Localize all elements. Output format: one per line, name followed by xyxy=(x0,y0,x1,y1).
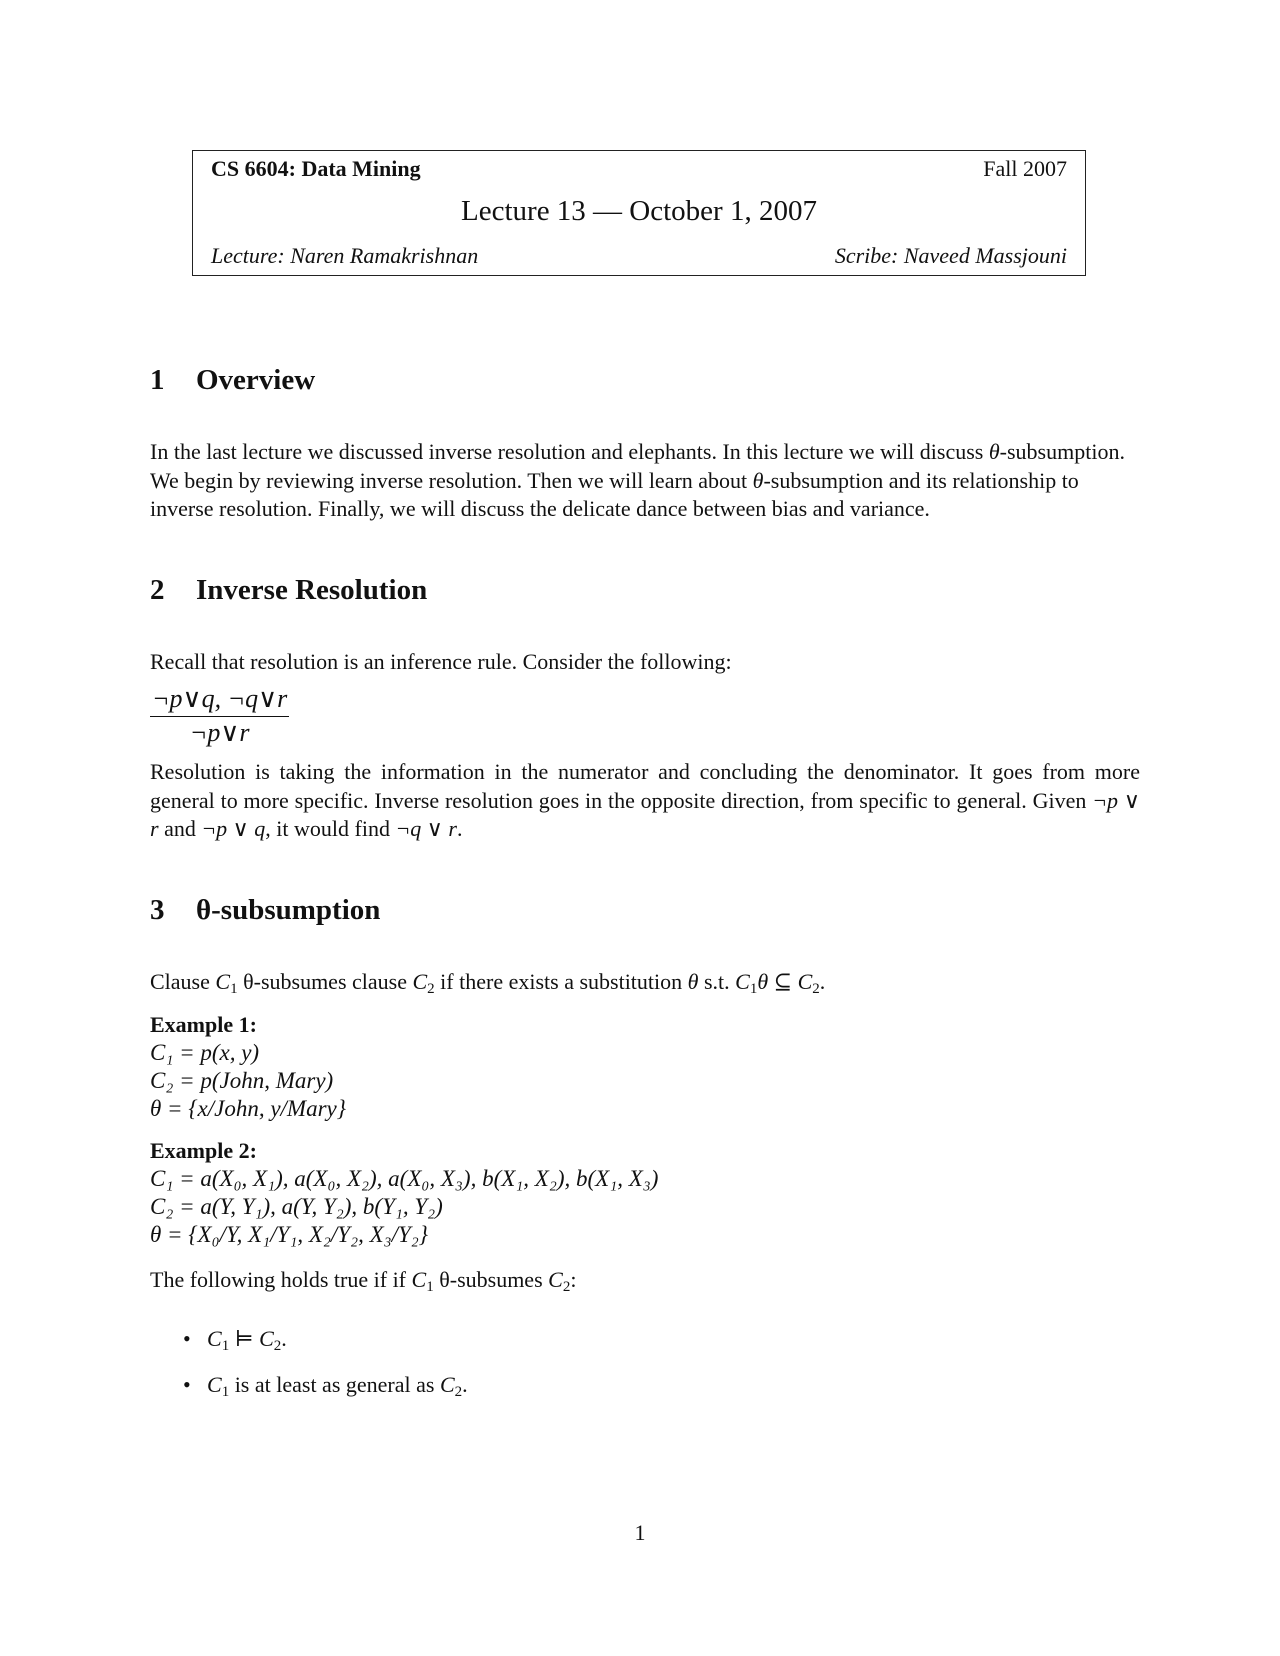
text-run: : xyxy=(570,1267,577,1292)
subscript: 1 xyxy=(749,981,758,997)
lecture-title: Lecture 13 — October 1, 2007 xyxy=(461,195,817,227)
resolution-paragraph xyxy=(150,758,1140,844)
course-name: CS 6604: Data Mining xyxy=(211,156,421,181)
clause-symbol: C xyxy=(735,969,750,994)
section-number: 1 xyxy=(150,364,165,396)
text-run: and xyxy=(158,816,202,841)
clause-symbol: C xyxy=(411,1267,427,1292)
math-expression: ¬q ∨ r xyxy=(395,816,457,841)
clause-symbol: C xyxy=(548,1267,563,1292)
text-run: We begin by reviewing inverse resolution. Then we will learn about xyxy=(150,467,753,493)
example-1-line: θ = {x/John, y/Mary} xyxy=(150,1096,346,1121)
text-run: . xyxy=(281,1326,287,1351)
text-run: In the last lecture we discussed inverse resolution and elephants. In this lecture we will discuss xyxy=(150,439,989,464)
theta-symbol: θ xyxy=(988,439,1000,464)
subsumption-definition xyxy=(150,968,1140,997)
theta-symbol: θ xyxy=(757,969,769,994)
example-2-line: C₂ = a(Y, Y₁), a(Y, Y₂), b(Y₁, Y₂) xyxy=(150,1194,443,1219)
bullet-icon: • xyxy=(183,1326,191,1351)
bullet-item-general xyxy=(183,1372,468,1398)
example-1-line: C₁ = p(x, y) xyxy=(150,1040,260,1065)
section-heading-inverse-resolution xyxy=(150,574,427,607)
math-expression: ¬p ∨ r xyxy=(150,787,1140,841)
text-run: . xyxy=(456,816,463,841)
text-run: . xyxy=(819,969,826,994)
bullet-icon: • xyxy=(183,1372,191,1397)
text-run: θ-subsumes xyxy=(433,1267,549,1292)
section-title: Inverse Resolution xyxy=(196,574,428,606)
clause-symbol: C xyxy=(207,1326,222,1351)
example-1-title: Example 1: xyxy=(150,1012,257,1037)
subscript: 2 xyxy=(427,981,435,997)
bullet-item-entails xyxy=(183,1326,287,1352)
subscript: 2 xyxy=(273,1338,282,1354)
subscript: 1 xyxy=(221,1338,230,1354)
subseteq-symbol: ⊆ xyxy=(768,969,798,994)
clause-symbol: C xyxy=(259,1326,274,1351)
section-title: θ-subsumption xyxy=(196,894,381,926)
subscript: 2 xyxy=(812,981,820,997)
overview-line: inverse resolution. Finally, we will discuss the delicate dance between bias and variance. xyxy=(150,496,930,521)
subscript: 1 xyxy=(230,981,238,997)
holds-true-statement xyxy=(150,1266,1140,1295)
text-run: if there exists a substitution xyxy=(434,969,688,994)
fraction-denominator: ¬p∨r xyxy=(189,718,250,747)
text-run: s.t. xyxy=(698,969,736,994)
theta-symbol: θ xyxy=(687,969,699,994)
text-run: -subsumption. xyxy=(999,439,1125,464)
section-heading-theta-subsumption xyxy=(150,894,380,927)
text-run: Clause xyxy=(150,969,216,994)
theta-symbol: θ xyxy=(752,467,764,493)
term: Fall 2007 xyxy=(983,156,1067,181)
lecture-header-box xyxy=(192,150,1086,276)
clause-symbol: C xyxy=(439,1372,455,1397)
overview-line xyxy=(150,438,1140,467)
fraction-numerator: ¬p∨q, ¬q∨r xyxy=(150,684,289,717)
section-heading-overview xyxy=(150,364,315,397)
resolution-rule-fraction xyxy=(150,684,289,748)
example-2-line: θ = {X₀/Y, X₁/Y₁, X₂/Y₂, X₃/Y₂} xyxy=(150,1222,428,1247)
text-run: is at least as general as xyxy=(229,1372,440,1397)
clause-symbol: C xyxy=(215,969,231,994)
text-run: , it would find xyxy=(265,816,396,841)
section-number: 2 xyxy=(150,574,165,606)
clause-symbol: C xyxy=(207,1372,222,1397)
text-run: . xyxy=(462,1372,468,1397)
page-number: 1 xyxy=(634,1520,646,1545)
overview-paragraph xyxy=(150,438,1140,524)
clause-symbol: C xyxy=(412,969,428,994)
lecturer: Lecture: Naren Ramakrishnan xyxy=(211,243,479,268)
example-2-title: Example 2: xyxy=(150,1138,257,1163)
example-2-line: C₁ = a(X₀, X₁), a(X₀, X₂), a(X₀, X₃), b(X₁, X₂), b(X₁, X₃) xyxy=(150,1166,659,1191)
overview-line xyxy=(150,467,1140,496)
scribe: Scribe: Naveed Massjouni xyxy=(834,243,1067,268)
subscript: 2 xyxy=(454,1384,463,1400)
subscript: 1 xyxy=(221,1384,230,1400)
subscript: 2 xyxy=(562,1279,571,1295)
math-expression: ¬p ∨ q xyxy=(201,816,266,841)
example-1-line: C₂ = p(John, Mary) xyxy=(150,1068,334,1093)
resolution-intro: Recall that resolution is an inference rule. Consider the following: xyxy=(150,649,732,674)
text-run: Resolution is taking the information in the numerator and concluding the denominator. It goes from more general to more specific. Inverse resolution goes in the opposite direction, from specific to general. Given xyxy=(150,759,1140,813)
text-run: θ-subsumes clause xyxy=(237,969,413,994)
clause-symbol: C xyxy=(797,969,813,994)
section-number: 3 xyxy=(150,894,165,926)
entails-symbol: ⊨ xyxy=(229,1326,260,1351)
text-run: The following holds true if if xyxy=(150,1267,412,1292)
subscript: 1 xyxy=(426,1279,434,1295)
text-run: -subsumption and its relationship to xyxy=(763,467,1079,493)
section-title: Overview xyxy=(196,364,316,396)
